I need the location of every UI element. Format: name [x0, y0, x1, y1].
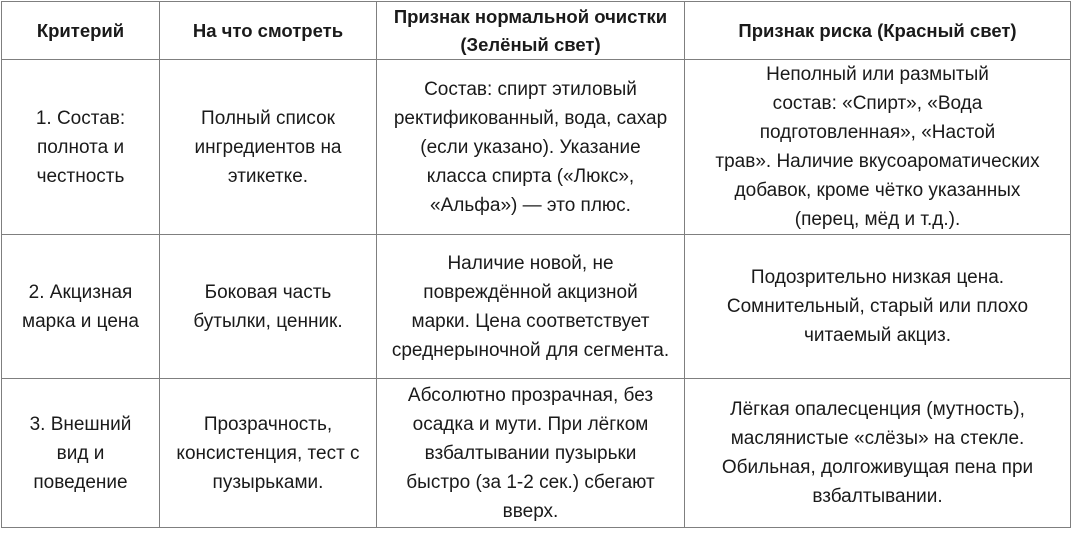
cell-what-to-check: Боковая часть бутылки, ценник.	[160, 235, 377, 379]
header-what-to-check: На что смотреть	[160, 2, 377, 60]
cell-green-light: Абсолютно прозрачная, без осадка и мути. При лёгком взбалтывании пузырьки быстро (за 1-2 сек.) сбегают вверх.	[377, 379, 685, 528]
header-criterion: Критерий	[2, 2, 160, 60]
cell-criterion: 3. Внешний вид и поведение	[2, 379, 160, 528]
table-row	[2, 235, 1071, 379]
table-row	[2, 60, 1071, 235]
cell-green-light: Состав: спирт этиловый ректификованный, вода, сахар (если указано). Указание класса спирта («Люкс», «Альфа») — это плюс.	[377, 60, 685, 235]
criteria-table	[1, 1, 1071, 528]
cell-red-light: Подозрительно низкая цена. Сомнительный, старый или плохо читаемый акциз.	[685, 235, 1071, 379]
header-red-light: Признак риска (Красный свет)	[685, 2, 1071, 60]
header-row	[2, 2, 1071, 60]
cell-green-light: Наличие новой, не повреждённой акцизной марки. Цена соответствует среднерыночной для сегмента.	[377, 235, 685, 379]
cell-what-to-check: Прозрачность, консистенция, тест с пузырьками.	[160, 379, 377, 528]
table-row	[2, 379, 1071, 528]
cell-what-to-check: Полный список ингредиентов на этикетке.	[160, 60, 377, 235]
header-green-light: Признак нормальной очистки (Зелёный свет)	[377, 2, 685, 60]
cell-criterion: 1. Состав: полнота и честность	[2, 60, 160, 235]
cell-criterion: 2. Акцизная марка и цена	[2, 235, 160, 379]
cell-red-light: Лёгкая опалесценция (мутность), маслянистые «слёзы» на стекле. Обильная, долгоживущая пена при взбалтывании.	[685, 379, 1071, 528]
cell-red-light: Неполный или размытый состав: «Спирт», «Вода подготовленная», «Настой трав». Наличие вкусоароматических добавок, кроме чётко указанных (перец, мёд и т.д.).	[685, 60, 1071, 235]
